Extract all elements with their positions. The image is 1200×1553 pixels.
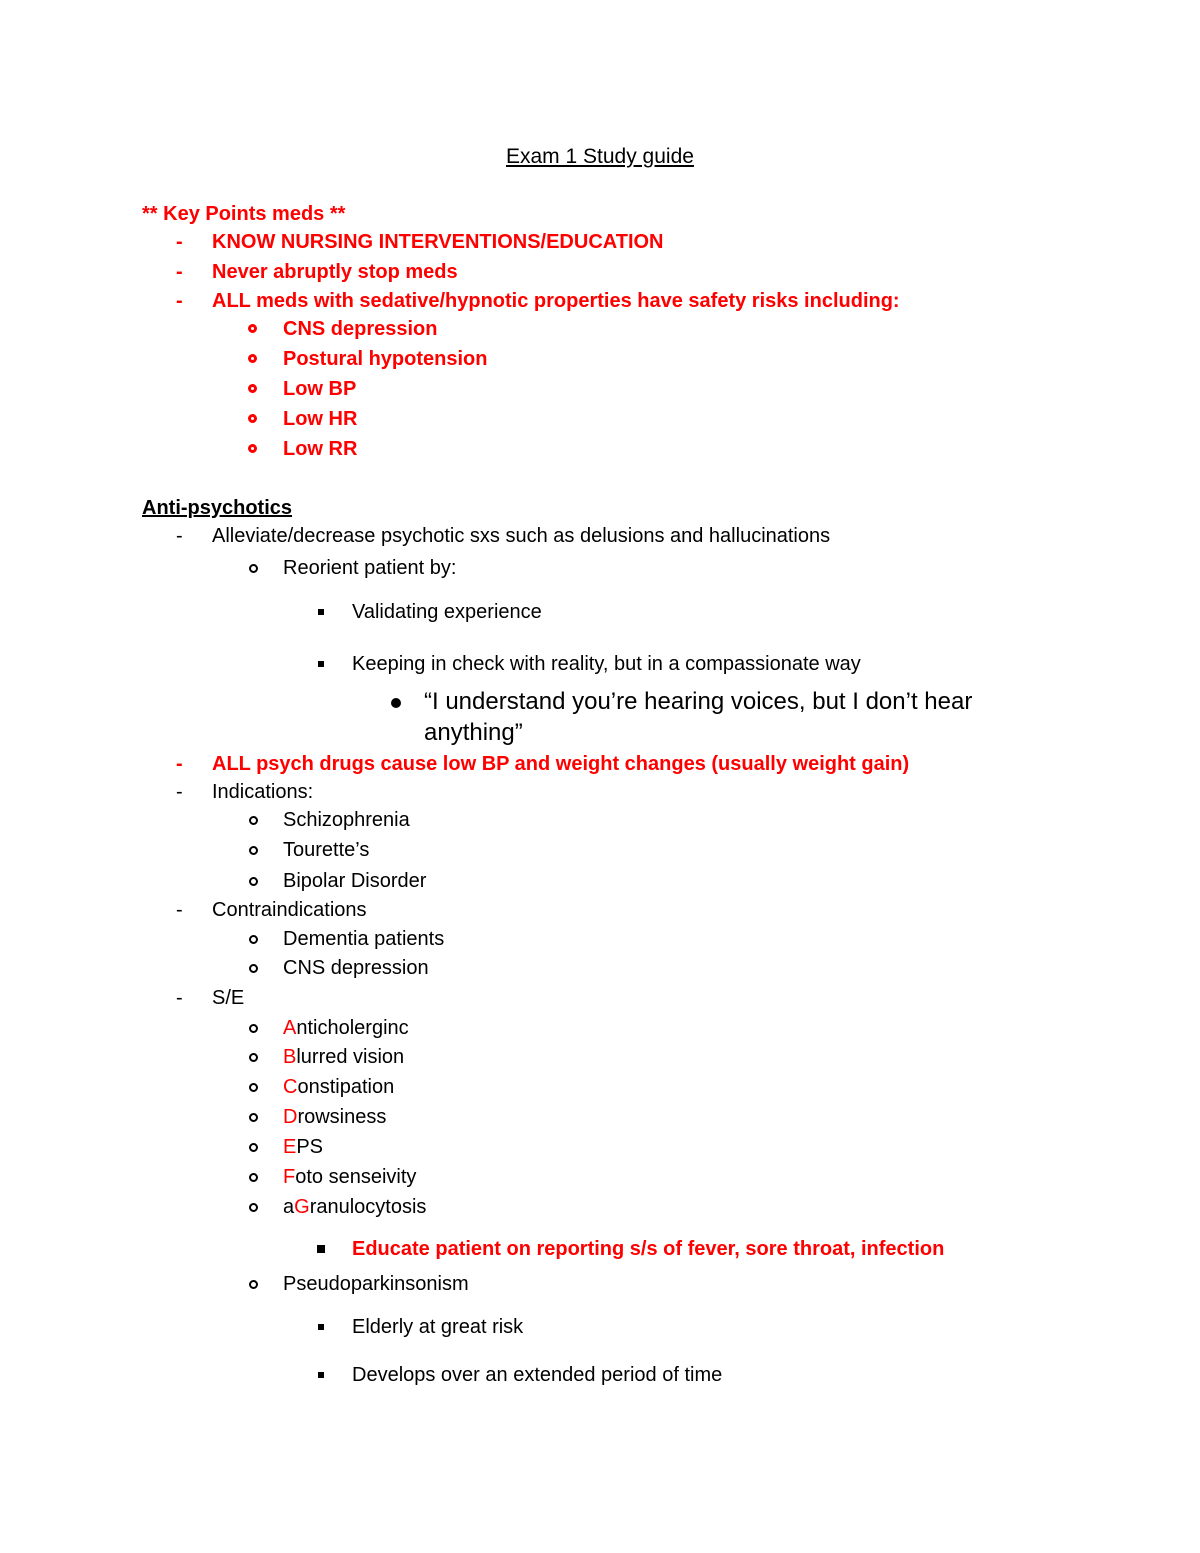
safety-risk-item: Postural hypotension xyxy=(283,348,488,370)
circle-bullet-icon xyxy=(249,816,258,825)
side-effect-rest: oto senseivity xyxy=(295,1166,417,1188)
circle-bullet-icon xyxy=(248,384,257,393)
side-effect-item xyxy=(283,1195,426,1219)
dash-bullet: - xyxy=(176,987,183,1009)
square-bullet-icon xyxy=(318,1372,324,1378)
side-effect-item xyxy=(283,1016,409,1040)
dash-bullet: - xyxy=(176,231,183,253)
circle-bullet-icon xyxy=(249,964,258,973)
contraindications-label: Contraindications xyxy=(212,899,367,921)
side-effect-rest: onstipation xyxy=(297,1076,395,1098)
circle-bullet-icon xyxy=(248,354,257,363)
key-point-item: KNOW NURSING INTERVENTIONS/EDUCATION xyxy=(212,231,664,253)
warning-text: ALL psych drugs cause low BP and weight changes (usually weight gain) xyxy=(212,753,910,775)
indication-item: Schizophrenia xyxy=(283,809,410,831)
pseudo-item: Develops over an extended period of time xyxy=(352,1364,723,1386)
safety-risk-item: Low RR xyxy=(283,438,358,460)
circle-bullet-icon xyxy=(249,1083,258,1092)
side-effect-rest: rowsiness xyxy=(297,1106,387,1128)
dash-bullet: - xyxy=(176,525,183,547)
indication-item: Tourette’s xyxy=(283,839,370,861)
purpose-text: Alleviate/decrease psychotic sxs such as delusions and hallucinations xyxy=(212,525,831,547)
side-effect-item xyxy=(283,1135,323,1159)
circle-bullet-icon xyxy=(249,1113,258,1122)
safety-risk-item: CNS depression xyxy=(283,318,438,340)
circle-bullet-icon xyxy=(248,414,257,423)
side-effect-rest: PS xyxy=(296,1136,324,1158)
dash-bullet: - xyxy=(176,753,183,775)
circle-bullet-icon xyxy=(249,1280,258,1289)
circle-bullet-icon xyxy=(248,324,257,333)
key-points-heading: ** Key Points meds ** xyxy=(142,203,346,225)
mnemonic-letter: F xyxy=(283,1166,296,1188)
page-title: Exam 1 Study guide xyxy=(506,145,694,168)
mnemonic-letter: B xyxy=(283,1046,297,1068)
dash-bullet: - xyxy=(176,899,183,921)
side-effect-rest: ranulocytosis xyxy=(309,1196,427,1218)
key-point-item: ALL meds with sedative/hypnotic properties have safety risks including: xyxy=(212,290,900,312)
side-effect-prefix: a xyxy=(283,1196,295,1218)
mnemonic-letter: D xyxy=(283,1106,298,1128)
side-effect-item xyxy=(283,1105,386,1129)
dot-bullet-icon xyxy=(391,698,401,708)
mnemonic-letter: A xyxy=(283,1017,297,1039)
circle-bullet-icon xyxy=(249,1203,258,1212)
quote-line-1: “I understand you’re hearing voices, but I don’t hear xyxy=(424,688,973,715)
circle-bullet-icon xyxy=(248,444,257,453)
square-bullet-icon xyxy=(318,609,324,615)
circle-bullet-icon xyxy=(249,846,258,855)
circle-bullet-icon xyxy=(249,564,258,573)
square-bullet-icon xyxy=(317,1245,325,1253)
dash-bullet: - xyxy=(176,290,183,312)
side-effect-rest: lurred vision xyxy=(296,1046,405,1068)
square-bullet-icon xyxy=(318,661,324,667)
side-effect-rest: nticholerginc xyxy=(296,1017,409,1039)
square-bullet-icon xyxy=(318,1324,324,1330)
safety-risk-item: Low HR xyxy=(283,408,358,430)
circle-bullet-icon xyxy=(249,877,258,886)
side-effects-label: S/E xyxy=(212,987,245,1009)
mnemonic-letter: E xyxy=(283,1136,297,1158)
side-effect-item xyxy=(283,1045,404,1069)
reorient-text: Reorient patient by: xyxy=(283,557,457,579)
indication-item: Bipolar Disorder xyxy=(283,870,427,892)
side-effect-item xyxy=(283,1165,416,1189)
reorient-item: Keeping in check with reality, but in a compassionate way xyxy=(352,653,861,675)
indications-label: Indications: xyxy=(212,781,314,803)
circle-bullet-icon xyxy=(249,1024,258,1033)
contraindication-item: CNS depression xyxy=(283,957,429,979)
dash-bullet: - xyxy=(176,261,183,283)
side-effect-item xyxy=(283,1075,394,1099)
safety-risk-item: Low BP xyxy=(283,378,357,400)
dash-bullet: - xyxy=(176,781,183,803)
pseudo-item: Elderly at great risk xyxy=(352,1316,524,1338)
circle-bullet-icon xyxy=(249,1173,258,1182)
pseudo-heading: Pseudoparkinsonism xyxy=(283,1273,469,1295)
circle-bullet-icon xyxy=(249,1143,258,1152)
key-point-item: Never abruptly stop meds xyxy=(212,261,458,283)
circle-bullet-icon xyxy=(249,935,258,944)
contraindication-item: Dementia patients xyxy=(283,928,445,950)
mnemonic-letter: G xyxy=(294,1196,310,1218)
section-heading: Anti-psychotics xyxy=(142,497,293,519)
education-note: Educate patient on reporting s/s of fever, sore throat, infection xyxy=(352,1238,945,1260)
reorient-item: Validating experience xyxy=(352,601,542,623)
circle-bullet-icon xyxy=(249,1053,258,1062)
quote-line-2: anything” xyxy=(424,719,523,746)
mnemonic-letter: C xyxy=(283,1076,298,1098)
